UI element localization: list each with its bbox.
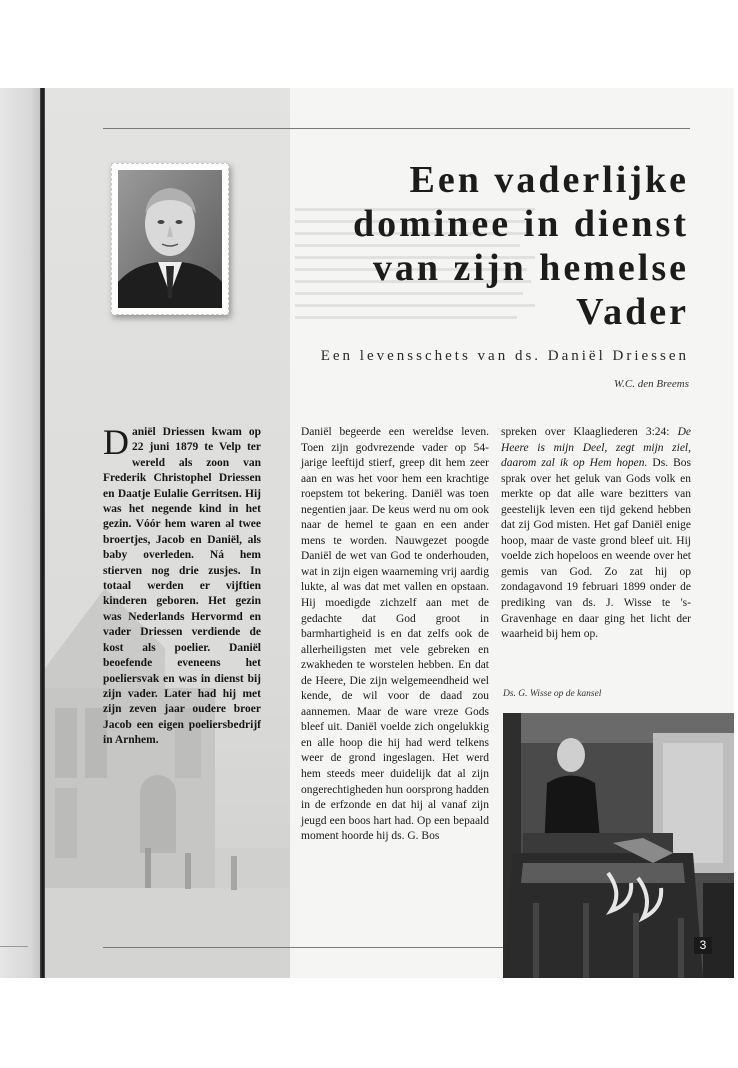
scripture-quote: De Heere is mijn Deel, zegt mijn ziel, daarom zal ik op Hem hopen. bbox=[501, 426, 691, 470]
title-line-2: dominee in dienst bbox=[352, 203, 689, 245]
title-line-4: Vader bbox=[576, 291, 689, 333]
body-column-middle bbox=[301, 425, 489, 845]
middle-column-text: Daniël begeerde een wereldse leven. Toen zijn godvrezende vader op 54-jarige leeftijd stierf, greep dit hem zeer aan en was het voor hem een krachtige roepstem tot bekering. Daniël was toen negentien jaar. De keus werd nu om ook naar de hemel te gaan en een ander mens te worden. Nauwgezet poogde Daniël de wet van God te onderhouden, wat in zijn eigen waarneming vrij aardig lukte, al was dat met vallen en opstaan. Hij moedigde zichzelf aan met de gedachte dat God groot in barmhartigheid is en dat zelfs ook de allerheiligsten met vele gebreken en zwakheden te worstelen hebben. En dat de Heere, Die zijn welgemeendheid wel kende, de wil voor de daad zou aannemen. Maar de ware vreze Gods bleef uit. Daniël voelde zich ongelukkig en alle hoop die hij had werd telkens weer de grond ingeslagen. Het werd hem steeds meer duidelijk dat al zijn ongerechtigheden hun oorsprong hadden in de erfzonde en dat hij al vanaf zijn jeugd een boos hart had. Op een bepaald moment hoorde hij ds. G. Bos bbox=[301, 426, 489, 843]
intro-paragraph bbox=[103, 422, 261, 749]
right-column-text-start: spreken over Klaagliederen 3:24: bbox=[501, 426, 678, 438]
article-title bbox=[269, 158, 689, 334]
top-rule bbox=[103, 128, 690, 129]
drop-cap: D bbox=[103, 422, 129, 462]
photo-caption: Ds. G. Wisse op de kansel bbox=[503, 689, 602, 699]
right-column-text-end: Ds. Bos sprak over het geluk van Gods volk en merkte op dat alle ware bezitters van geestelijk leven een tijd gekend hebben dat zij God misten. Het gaf Daniël enige hoop, maar de vaste grond bleef uit. Hij voelde zich hopeloos en weende over het gemis van God. Zo zat hij op zondagavond 19 februari 1899 onder de prediking van ds. J. Wisse te 's-Gravenhage en daar ging het licht der waarheid bij hem op. bbox=[501, 457, 691, 641]
magazine-page bbox=[45, 88, 734, 978]
previous-page-rule bbox=[0, 946, 28, 947]
intro-text: aniël Driessen kwam op 22 juni 1879 te Velp ter wereld als zoon van Frederik Christophel Driessen en Daatje Eulalie Gerritsen. Hij was het negende kind in het gezin. Vóór hem waren al twee broertjes, Jacob en Daniël, als baby overleden. Ná hem stierven nog drie zusjes. In totaal werden er vijftien kinderen geboren. Het gezin was Nederlands Hervormd en vader Driessen verdiende de kost als poelier. Daniël beoefende eveneens het poeliersvak en was in dienst bij zijn vader. Later had hij met zijn zeven jaar oudere broer Jacob een eigen poeliersbedrijf in Arnhem. bbox=[103, 426, 261, 747]
previous-page-edge bbox=[0, 88, 44, 978]
article-subtitle: Een levensschets van ds. Daniël Driessen bbox=[320, 348, 689, 364]
title-line-1: Een vaderlijke bbox=[409, 159, 689, 201]
article-author: W.C. den Breems bbox=[614, 378, 689, 390]
title-line-3: van zijn hemelse bbox=[372, 247, 689, 289]
body-column-right bbox=[501, 425, 691, 643]
page-number: 3 bbox=[694, 937, 712, 954]
portrait-photo bbox=[111, 163, 229, 315]
